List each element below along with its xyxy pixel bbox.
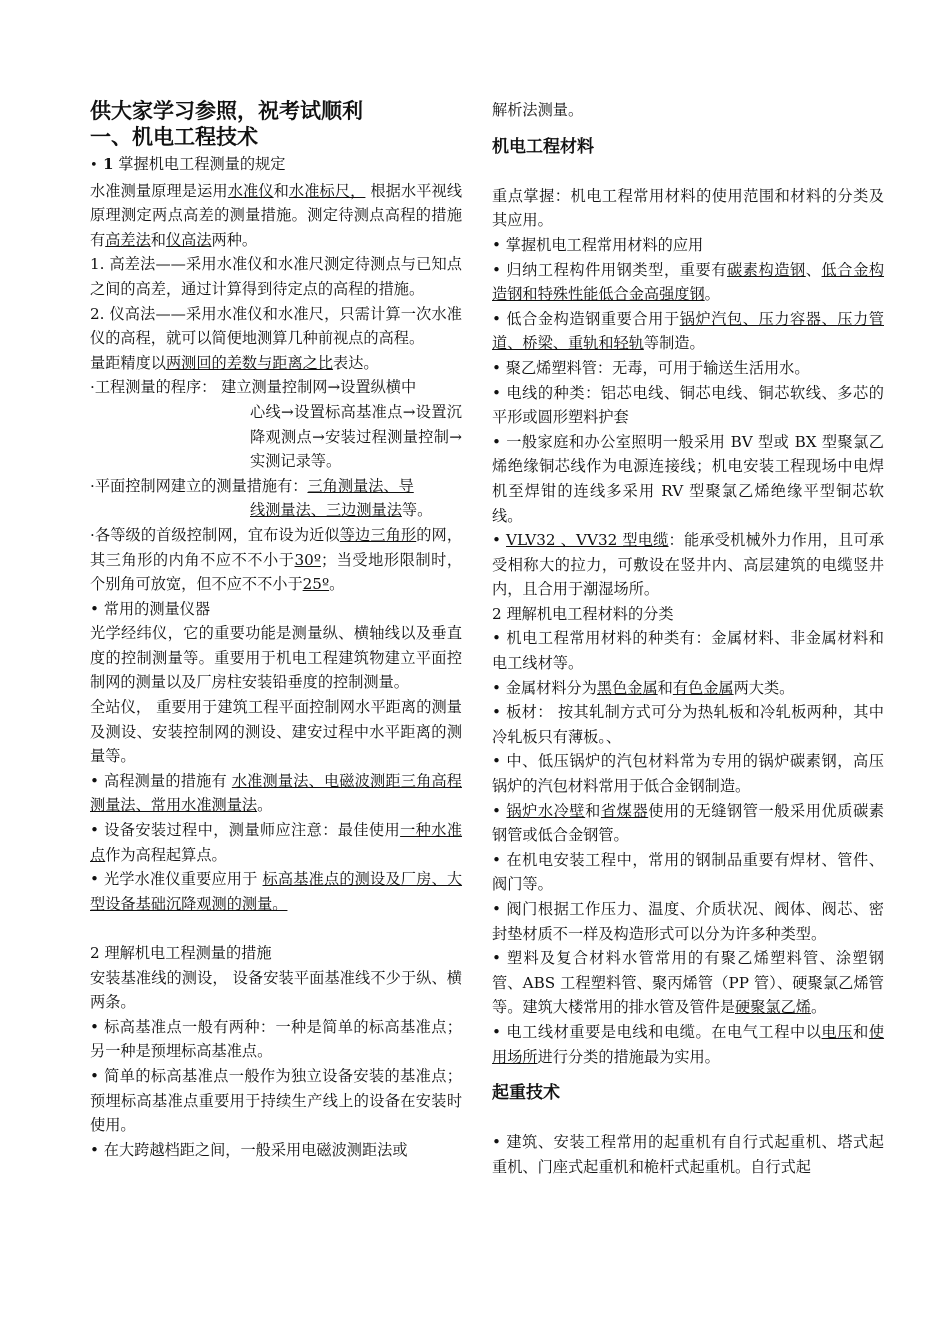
list-item: • 锅炉水冷壁和省煤器使用的无缝钢管一般采用优质碳素钢管或低合金钢管。 bbox=[492, 801, 885, 845]
paragraph: 全站仪， 重要用于建筑工程平面控制网水平距离的测量及测设、安装控制网的测设、建安过程中水平距离的测量等。 bbox=[90, 698, 462, 766]
list-item: • 金属材料分为黑色金属和有色金属两大类。 bbox=[492, 678, 795, 697]
list-item: • 一般家庭和办公室照明一般采用 BV 型或 BX 型聚氯乙烯绝缘铜芯线作为电源连接线；机电安装工程现场中电焊机至焊钳的连线多采用 RV 型聚氯乙烯绝缘平型铜芯软线。 bbox=[492, 432, 884, 525]
document-title: 供大家学习参照，祝考试顺利 bbox=[90, 98, 363, 123]
paragraph: 2. 仪高法——采用水准仪和水准尺，只需计算一次水准仪的高程，就可以简便地测算几种前视点的高程。 bbox=[90, 304, 462, 348]
section-heading-lifting: 起重技术 bbox=[492, 1083, 560, 1104]
spacer bbox=[492, 123, 884, 135]
paragraph-continued: 线测量法、三边测量法等。 bbox=[250, 501, 433, 520]
paragraph: ·工程测量的程序： 建立测量控制网→设置纵横中 bbox=[90, 378, 417, 397]
list-item: • 归纳工程构件用钢类型，重要有碳素构造钢、低合金构造钢和特殊性能低合金高强度钢。 bbox=[492, 260, 885, 304]
paragraph: 量距精度以两测回的差数与距离之比表达。 bbox=[90, 353, 379, 372]
paragraph: ·平面控制网建立的测量措施有：三角测量法、导 bbox=[90, 476, 414, 495]
list-item: • 低合金构造钢重要合用于锅炉汽包、压力容器、压力管道、桥梁、重轨和轻轨等制造。 bbox=[492, 309, 884, 353]
paragraph: 1. 高差法——采用水准仪和水准尺测定待测点与已知点之间的高差，通过计算得到待定点的高程的措施。 bbox=[90, 255, 462, 298]
list-item: • 机电工程常用材料的种类有：金属材料、非金属材料和电工线材等。 bbox=[492, 629, 884, 673]
paragraph: ·各等级的首级控制网，宜布设为近似等边三角形的网，其三角形的内角不应不不小于30º；当受地形限制时，个别角可放宽，但不应不不小于25º。 bbox=[90, 525, 463, 594]
list-item: • 标高基准点一般有两种：一种是简单的标高基准点；另一种是预埋标高基准点。 bbox=[90, 1017, 462, 1061]
section-subheading: 2 理解机电工程材料的分类 bbox=[492, 604, 674, 623]
list-item: • 板材： 按其轧制方式可分为热轧板和冷轧板两种，其中冷轧板只有薄板。、 bbox=[492, 703, 884, 746]
right-column bbox=[492, 98, 884, 1180]
list-item: • 聚乙烯塑料管：无毒，可用于输送生活用水。 bbox=[492, 358, 810, 377]
paragraph: 重点掌握：机电工程常用材料的使用范围和材料的分类及其应用。 bbox=[492, 186, 884, 230]
spacer bbox=[492, 159, 884, 184]
left-column bbox=[90, 98, 462, 1162]
spacer bbox=[492, 1069, 884, 1081]
list-item: • 电线的种类：铝芯电线、铜芯电线、铜芯软线、多芯的平形或圆形塑料护套 bbox=[492, 383, 884, 427]
list-item: • 1 掌握机电工程测量的规定 bbox=[90, 155, 286, 173]
list-item: • 电工线材重要是电线和电缆。在电气工程中以电压和使用场所进行分类的措施最为实用。 bbox=[492, 1022, 885, 1066]
list-item: • 阀门根据工作压力、温度、介质状况、阀体、阀芯、密封垫材质不一样及构造形式可以分为许多种类型。 bbox=[492, 900, 884, 943]
spacer bbox=[492, 1106, 884, 1131]
list-item: • 掌握机电工程常用材料的应用 bbox=[492, 235, 704, 254]
section-subheading: 2 理解机电工程测量的措施 bbox=[90, 944, 272, 962]
list-item: • 常用的测量仪器 bbox=[90, 599, 211, 618]
list-item: • 设备安装过程中，测量师应注意：最佳使用一种水准点作为高程起算点。 bbox=[90, 821, 463, 864]
paragraph: 光学经纬仪，它的重要功能是测量纵、横轴线以及垂直度的控制测量等。重要用于机电工程建筑物建立平面控制网的测量以及厂房柱安装铅垂度的控制测量。 bbox=[90, 624, 462, 692]
paragraph: 安装基准线的测设， 设备安装平面基准线不少于纵、横两条。 bbox=[90, 968, 462, 1012]
list-item: • 光学水准仪重要应用于 标高基准点的测设及厂房、大型设备基础沉降观测的测量。 bbox=[90, 870, 463, 913]
section-heading-materials: 机电工程材料 bbox=[492, 136, 594, 157]
paragraph-continued: 心线→设置标高基准点→设置沉降观测点→安装过程测量控制→实测记录等。 bbox=[250, 402, 462, 471]
list-item: • VLV32 、VV32 型电缆：能承受机械外力作用，且可承受相称大的拉力，可敷设在竖井内、高层建筑的电缆竖井内，且合用于潮湿场所。 bbox=[492, 531, 885, 599]
list-item: • 高程测量的措施有 水准测量法、电磁波测距三角高程测量法、常用水准测量法。 bbox=[90, 771, 462, 815]
list-item: • 在大跨越档距之间，一般采用电磁波测距法或 bbox=[90, 1140, 408, 1159]
list-item: • 中、低压锅炉的汽包材料常为专用的锅炉碳素钢，高压锅炉的汽包材料常用于低合金钢制造。 bbox=[492, 752, 884, 796]
list-item: • 建筑、安装工程常用的起重机有自行式起重机、塔式起重机、门座式起重机和桅杆式起重机。自行式起 bbox=[492, 1133, 884, 1176]
paragraph: 水准测量原理是运用水准仪和水准标尺， 根据水平视线原理测定两点高差的测量措施。测定待测点高程的措施有高差法和仪高法两种。 bbox=[90, 181, 463, 249]
paragraph-continued: 解析法测量。 bbox=[492, 101, 584, 119]
list-item: • 在机电安装工程中，常用的钢制品重要有焊材、管件、阀门等。 bbox=[492, 850, 884, 894]
spacer bbox=[90, 916, 462, 941]
list-item: • 简单的标高基准点一般作为独立设备安装的基准点；预埋标高基准点重要用于持续生产线上的设备在安装时使用。 bbox=[90, 1066, 462, 1135]
list-item: • 塑料及复合材料水管常用的有聚乙烯塑料管、涂塑钢管、ABS 工程塑料管、聚丙烯管（PP 管）、硬聚氯乙烯管等。建筑大楼常用的排水管及管件是硬聚氯乙烯。 bbox=[492, 949, 884, 1017]
chapter-heading: 一、机电工程技术 bbox=[90, 124, 258, 149]
